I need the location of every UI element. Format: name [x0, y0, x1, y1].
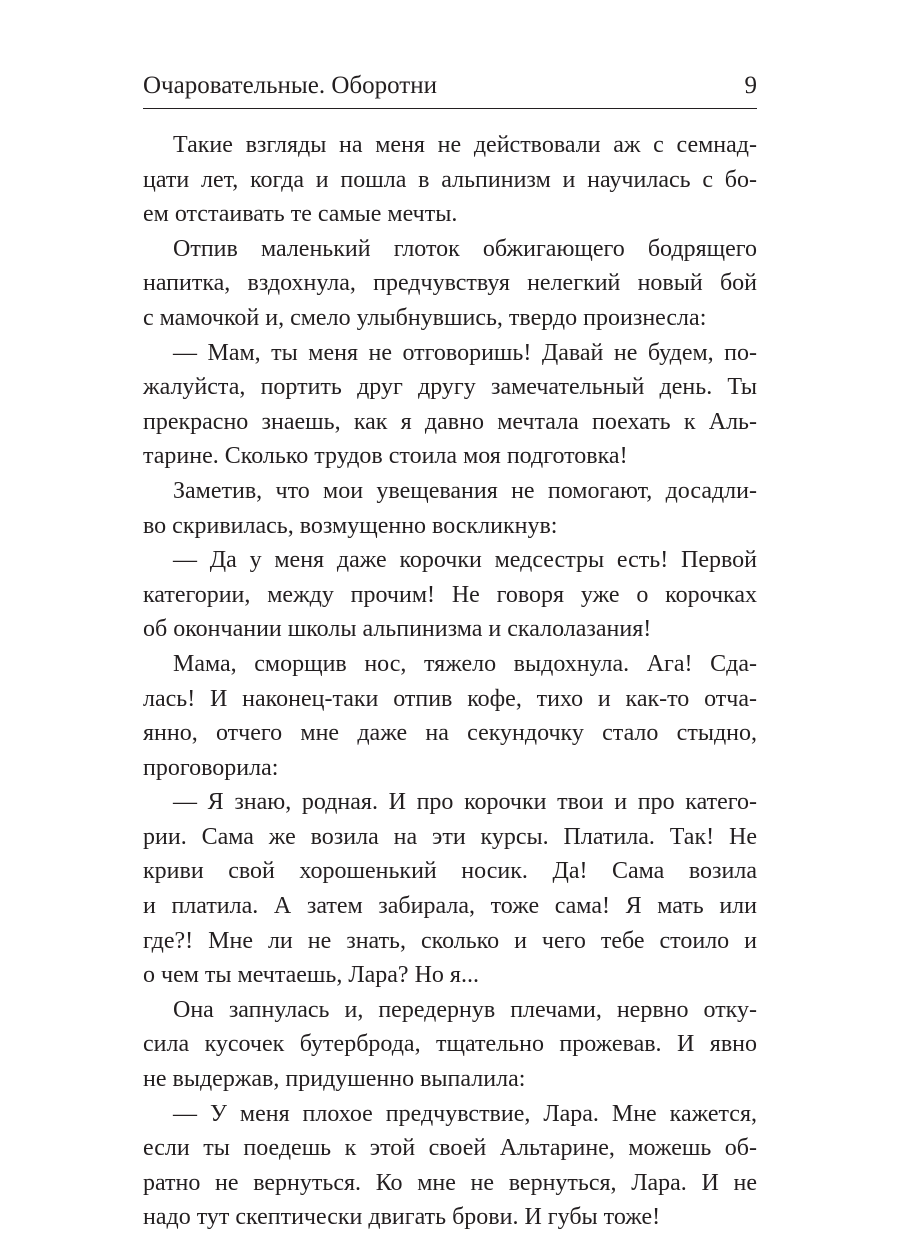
running-title: Очаровательные. Оборотни — [143, 72, 437, 99]
text-line: ем отстаивать те самые мечты. — [143, 201, 458, 228]
running-head — [143, 68, 757, 104]
text-line: — Я знаю, родная. И про корочки твои и про катего- — [173, 789, 757, 816]
text-line: категории, между прочим! Не говоря уже о корочках — [143, 581, 757, 608]
text-line: Отпив маленький глоток обжигающего бодрящего — [173, 235, 757, 262]
text-line: Она запнулась и, передернув плечами, нервно отку- — [173, 996, 757, 1023]
text-line: лась! И наконец-таки отпив кофе, тихо и как-то отча- — [143, 685, 757, 712]
text-line: — Мам, ты меня не отговоришь! Давай не будем, по- — [173, 339, 757, 366]
text-line: во скривилась, возмущенно воскликнув: — [143, 512, 558, 539]
text-line: об окончании школы альпинизма и скалолазания! — [143, 616, 652, 643]
text-line: и платила. А затем забирала, тоже сама! Я мать или — [143, 893, 757, 920]
text-line: рии. Сама же возила на эти курсы. Платила. Так! Не — [143, 823, 757, 850]
text-line: Заметив, что мои увещевания не помогают, досадли- — [173, 477, 757, 504]
text-line: Мама, сморщив нос, тяжело выдохнула. Ага! Сда- — [173, 650, 757, 677]
text-line: ратно не вернуться. Ко мне не вернуться, Лара. И не — [143, 1169, 757, 1196]
text-line: сила кусочек бутерброда, тщательно прожевав. И явно — [143, 1031, 757, 1058]
text-line: тарине. Сколько трудов стоила моя подготовка! — [143, 443, 628, 470]
text-line: не выдержав, придушенно выпалила: — [143, 1066, 526, 1093]
page-number: 9 — [744, 72, 757, 99]
text-line: криви свой хорошенький носик. Да! Сама возила — [143, 858, 757, 885]
text-line: Такие взгляды на меня не действовали аж с семнад- — [173, 132, 757, 158]
text-line: прекрасно знаешь, как я давно мечтала поехать к Аль- — [143, 408, 757, 435]
text-line: — У меня плохое предчувствие, Лара. Мне кажется, — [173, 1100, 757, 1127]
text-line: янно, отчего мне даже на секундочку стало стыдно, — [143, 720, 757, 747]
text-line: где?! Мне ли не знать, сколько и чего тебе стоило и — [143, 927, 757, 954]
text-line: о чем ты мечтаешь, Лара? Но я... — [143, 962, 479, 989]
text-line: напитка, вздохнула, предчувствуя нелегкий новый бой — [143, 270, 757, 297]
text-line: если ты поедешь к этой своей Альтарине, можешь об- — [143, 1135, 757, 1162]
text-line: проговорила: — [143, 754, 279, 781]
header-rule — [143, 108, 757, 109]
body-text — [143, 128, 757, 1235]
text-line: — Да у меня даже корочки медсестры есть! Первой — [173, 547, 757, 574]
text-line: жалуйста, портить друг другу замечательный день. Ты — [143, 374, 757, 401]
text-line: цати лет, когда и пошла в альпинизм и научилась с бо- — [143, 166, 757, 193]
text-line: с мамочкой и, смело улыбнувшись, твердо произнесла: — [143, 304, 707, 331]
text-line: надо тут скептически двигать брови. И губы тоже! — [143, 1204, 661, 1231]
